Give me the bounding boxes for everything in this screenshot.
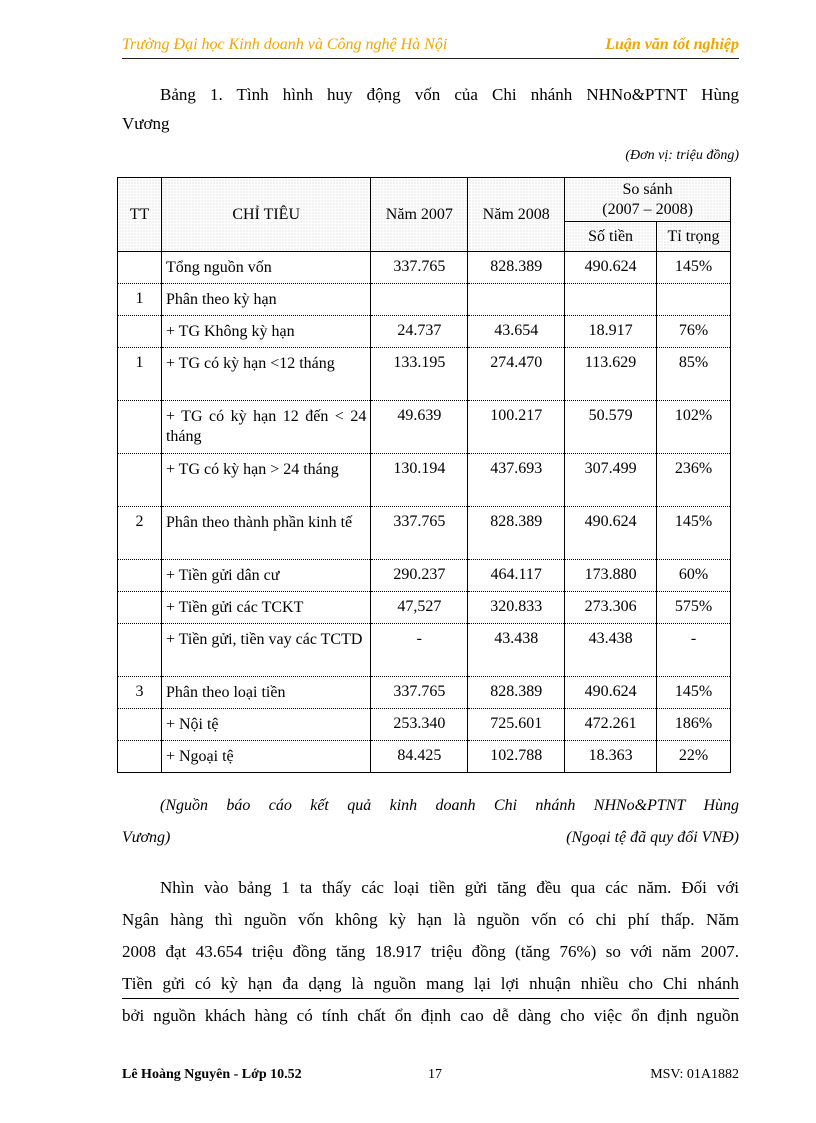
row-tt: 2	[118, 507, 162, 560]
row-tt	[118, 741, 162, 773]
header-university: Trường Đại học Kinh doanh và Công nghệ Hà Nội	[122, 36, 448, 53]
row-label: Phân theo kỳ hạn	[161, 284, 370, 316]
row-2007: 47,527	[371, 592, 468, 624]
row-diff: 490.624	[565, 252, 657, 284]
row-diff: 43.438	[565, 624, 657, 677]
table-row	[118, 624, 731, 677]
row-2008: 100.217	[468, 401, 565, 454]
row-diff: 490.624	[565, 507, 657, 560]
row-label: + Nội tệ	[161, 709, 370, 741]
unit-note: (Đơn vị: triệu đồng)	[625, 148, 739, 163]
table-row	[118, 741, 731, 773]
row-2008: 274.470	[468, 348, 565, 401]
header-2008: Năm 2008	[468, 178, 565, 252]
row-label: + TG có kỳ hạn > 24 tháng	[161, 454, 370, 507]
row-2008	[468, 284, 565, 316]
source-line: (Nguồn báo cáo kết quả kinh doanh Chi nhánh NHNo&PTNT Hùng	[160, 797, 739, 814]
row-label: + Tiền gửi dân cư	[161, 560, 370, 592]
body-line: Ngân hàng thì nguồn vốn không kỳ hạn là nguồn vốn có chi phí thấp. Năm	[122, 910, 739, 929]
table-row	[118, 348, 731, 401]
row-tt	[118, 709, 162, 741]
row-2007: 130.194	[371, 454, 468, 507]
row-diff: 113.629	[565, 348, 657, 401]
row-diff: 18.917	[565, 316, 657, 348]
body-line: 2008 đạt 43.654 triệu đồng tăng 18.917 triệu đồng (tăng 76%) so với năm 2007.	[122, 942, 739, 961]
row-label: + TG Không kỳ hạn	[161, 316, 370, 348]
row-label: Phân theo thành phần kinh tế	[161, 507, 370, 560]
row-2008: 828.389	[468, 252, 565, 284]
row-2007: 337.765	[371, 677, 468, 709]
table-row	[118, 709, 731, 741]
table-row	[118, 401, 731, 454]
page-header	[122, 36, 739, 59]
row-2008: 725.601	[468, 709, 565, 741]
table-caption: Bảng 1. Tình hình huy động vốn của Chi nhánh NHNo&PTNT Hùng	[160, 85, 739, 104]
body-line: bởi nguồn khách hàng có tính chất ổn định cao dễ dàng cho việc ổn định nguồn	[122, 1006, 739, 1025]
row-2007: 337.765	[371, 507, 468, 560]
table-row	[118, 316, 731, 348]
row-2008: 43.654	[468, 316, 565, 348]
row-diff: 18.363	[565, 741, 657, 773]
header-2007: Năm 2007	[371, 178, 468, 252]
row-2008: 320.833	[468, 592, 565, 624]
table-row	[118, 252, 731, 284]
table-caption-cont: Vương	[122, 114, 170, 133]
row-tt	[118, 401, 162, 454]
row-diff: 50.579	[565, 401, 657, 454]
row-pct: 102%	[657, 401, 731, 454]
table-row	[118, 454, 731, 507]
row-pct: 76%	[657, 316, 731, 348]
body-paragraph	[122, 872, 739, 1032]
table-row	[118, 507, 731, 560]
row-tt: 1	[118, 284, 162, 316]
row-2008: 828.389	[468, 507, 565, 560]
row-diff	[565, 284, 657, 316]
header-chi-tieu: CHỈ TIÊU	[161, 178, 370, 252]
header-tt: TT	[118, 178, 162, 252]
row-pct: 22%	[657, 741, 731, 773]
row-pct: 85%	[657, 348, 731, 401]
table-source	[122, 790, 739, 854]
row-2007: 253.340	[371, 709, 468, 741]
header-so-sanh	[565, 178, 731, 222]
body-line: Nhìn vào bảng 1 ta thấy các loại tiền gửi tăng đều qua các năm. Đối với	[160, 878, 739, 897]
header-so-tien: Số tiền	[565, 222, 657, 252]
currency-note: (Ngoại tệ đã quy đổi VNĐ)	[566, 829, 739, 846]
row-pct: 236%	[657, 454, 731, 507]
row-diff: 490.624	[565, 677, 657, 709]
row-2007: 290.237	[371, 560, 468, 592]
row-tt	[118, 252, 162, 284]
row-2007: 337.765	[371, 252, 468, 284]
row-tt: 1	[118, 348, 162, 401]
footer-msv: MSV: 01A1882	[650, 1067, 739, 1082]
header-so-sanh-label: So sánh	[622, 180, 673, 198]
table-row	[118, 677, 731, 709]
row-label: + TG có kỳ hạn <12 tháng	[161, 348, 370, 401]
row-pct	[657, 284, 731, 316]
row-label: + TG có kỳ hạn 12 đến < 24 tháng	[161, 401, 370, 454]
row-pct: -	[657, 624, 731, 677]
page-number: 17	[428, 1067, 442, 1082]
row-label: Tổng nguồn vốn	[161, 252, 370, 284]
table-row	[118, 592, 731, 624]
table-row	[118, 284, 731, 316]
row-tt	[118, 454, 162, 507]
capital-table	[117, 177, 731, 773]
row-diff: 173.880	[565, 560, 657, 592]
row-label: + Ngoại tệ	[161, 741, 370, 773]
row-tt	[118, 624, 162, 677]
row-diff: 273.306	[565, 592, 657, 624]
row-2007: -	[371, 624, 468, 677]
row-2008: 43.438	[468, 624, 565, 677]
row-pct: 145%	[657, 252, 731, 284]
row-diff: 307.499	[565, 454, 657, 507]
row-tt	[118, 316, 162, 348]
source-line-cont: Vương)	[122, 829, 171, 846]
row-pct: 145%	[657, 507, 731, 560]
row-pct: 145%	[657, 677, 731, 709]
row-2007: 49.639	[371, 401, 468, 454]
row-2007	[371, 284, 468, 316]
header-ti-trong: Tỉ trọng	[657, 222, 731, 252]
row-pct: 60%	[657, 560, 731, 592]
row-2007: 133.195	[371, 348, 468, 401]
header-thesis-label: Luận văn tốt nghiệp	[605, 36, 739, 53]
row-tt	[118, 560, 162, 592]
row-pct: 575%	[657, 592, 731, 624]
row-label: + Tiền gửi, tiền vay các TCTD	[161, 624, 370, 677]
body-line-underlined: Tiền gửi có kỳ hạn đa dạng là nguồn mang lại lợi nhuận nhiều cho Chi nhánh	[122, 968, 739, 999]
row-2008: 464.117	[468, 560, 565, 592]
row-tt: 3	[118, 677, 162, 709]
footer-author: Lê Hoàng Nguyên - Lớp 10.52	[122, 1067, 302, 1082]
row-tt	[118, 592, 162, 624]
row-pct: 186%	[657, 709, 731, 741]
row-label: + Tiền gửi các TCKT	[161, 592, 370, 624]
row-2007: 24.737	[371, 316, 468, 348]
row-2007: 84.425	[371, 741, 468, 773]
row-diff: 472.261	[565, 709, 657, 741]
row-2008: 437.693	[468, 454, 565, 507]
row-label: Phân theo loại tiền	[161, 677, 370, 709]
header-so-sanh-range: (2007 – 2008)	[602, 200, 693, 218]
row-2008: 828.389	[468, 677, 565, 709]
table-row	[118, 560, 731, 592]
row-2008: 102.788	[468, 741, 565, 773]
